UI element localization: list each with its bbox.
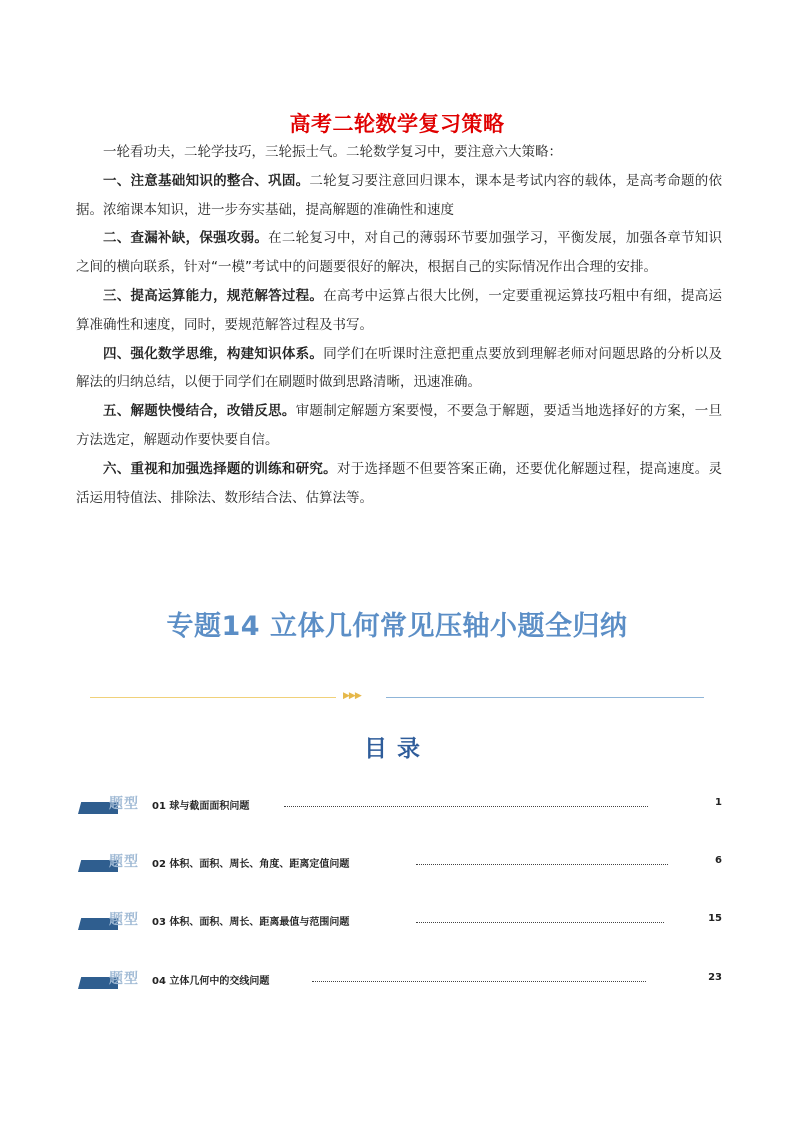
toc-leader-dots bbox=[284, 806, 648, 807]
strategy-point-1 bbox=[76, 167, 722, 225]
toc-entry-page: 1 bbox=[715, 797, 722, 808]
strategy-intro: 一轮看功夫，二轮学技巧，三轮振士气。二轮数学复习中，要注意六大策略： bbox=[103, 144, 562, 160]
toc-leader-dots bbox=[416, 922, 664, 923]
toc-entry-label: 02 体积、面积、周长、角度、距离定值问题 bbox=[152, 859, 350, 870]
strategy-point-text: 对于选择题不但要答案正确，还要优化解题过程，提高速度。灵活运用特值法、排除法、数形结合法、估算法等。 bbox=[76, 460, 723, 506]
divider-line-left bbox=[90, 697, 336, 698]
strategy-point-heading: 六、重视和加强选择题的训练和研究。 bbox=[103, 460, 337, 477]
toc-badge bbox=[78, 971, 144, 989]
toc-entry-label: 03 体积、面积、周长、距离最值与范围问题 bbox=[152, 917, 350, 928]
strategy-point-text: 审题制定解题方案要慢，不要急于解题，要适当地选择好的方案，一旦方法选定，解题动作要快要自信。 bbox=[76, 403, 723, 448]
toc-leader-dots bbox=[312, 981, 646, 982]
toc-badge bbox=[78, 796, 144, 814]
toc-title: 目录 bbox=[364, 736, 430, 762]
toc-entry-3[interactable] bbox=[78, 911, 722, 933]
strategy-point-heading: 四、强化数学思维，构建知识体系。 bbox=[103, 345, 324, 362]
divider-line-right bbox=[386, 697, 704, 698]
strategy-title: 高考二轮数学复习策略 bbox=[289, 112, 505, 136]
toc-entry-page: 23 bbox=[708, 972, 722, 983]
topic-title: 专题14 立体几何常见压轴小题全归纳 bbox=[166, 611, 628, 642]
strategy-point-heading: 二、查漏补缺，保强攻弱。 bbox=[103, 230, 269, 247]
strategy-point-5 bbox=[76, 397, 722, 455]
strategy-point-2 bbox=[76, 224, 722, 282]
strategy-point-text: 在二轮复习中，对自己的薄弱环节要加强学习，平衡发展，加强各章节知识之间的横向联系，针对“一模”考试中的问题要很好的解决，根据自己的实际情况作出合理的安排。 bbox=[76, 230, 723, 276]
strategy-point-heading: 五、解题快慢结合，改错反思。 bbox=[103, 403, 296, 420]
strategy-point-text: 在高考中运算占很大比例，一定要重视运算技巧粗中有细，提高运算准确性和速度，同时，要规范解答过程及书写。 bbox=[76, 287, 723, 333]
strategy-point-3 bbox=[76, 282, 722, 340]
strategy-point-heading: 一、注意基础知识的整合、巩固。 bbox=[103, 172, 310, 189]
toc-badge-text: 题型 bbox=[109, 971, 139, 987]
section-divider bbox=[90, 691, 704, 701]
strategy-point-4 bbox=[76, 340, 722, 398]
toc-badge bbox=[78, 912, 144, 930]
toc-badge-text: 题型 bbox=[109, 912, 139, 928]
toc-leader-dots bbox=[416, 864, 668, 865]
toc-badge bbox=[78, 854, 144, 872]
triple-arrow-icon: ▶▶▶ bbox=[343, 691, 361, 701]
toc-entry-label: 04 立体几何中的交线问题 bbox=[152, 976, 270, 987]
toc-entry-label: 01 球与截面面积问题 bbox=[152, 801, 250, 812]
toc-entry-page: 6 bbox=[715, 855, 722, 866]
toc-entry-1[interactable] bbox=[78, 795, 722, 817]
strategy-point-6 bbox=[76, 455, 722, 513]
toc-badge-text: 题型 bbox=[109, 796, 139, 812]
strategy-point-heading: 三、提高运算能力，规范解答过程。 bbox=[103, 287, 324, 304]
strategy-point-text: 同学们在听课时注意把重点要放到理解老师对问题思路的分析以及解法的归纳总结，以便于同学们在刷题时做到思路清晰，迅速准确。 bbox=[76, 345, 723, 391]
toc-entry-page: 15 bbox=[708, 913, 722, 924]
strategy-body bbox=[76, 138, 722, 512]
toc-badge-text: 题型 bbox=[109, 854, 139, 870]
strategy-point-text: 二轮复习要注意回归课本，课本是考试内容的载体，是高考命题的依据。浓缩课本知识，进一步夯实基础，提高解题的准确性和速度 bbox=[76, 172, 723, 218]
toc-entry-2[interactable] bbox=[78, 853, 722, 875]
toc-entry-4[interactable] bbox=[78, 970, 722, 992]
